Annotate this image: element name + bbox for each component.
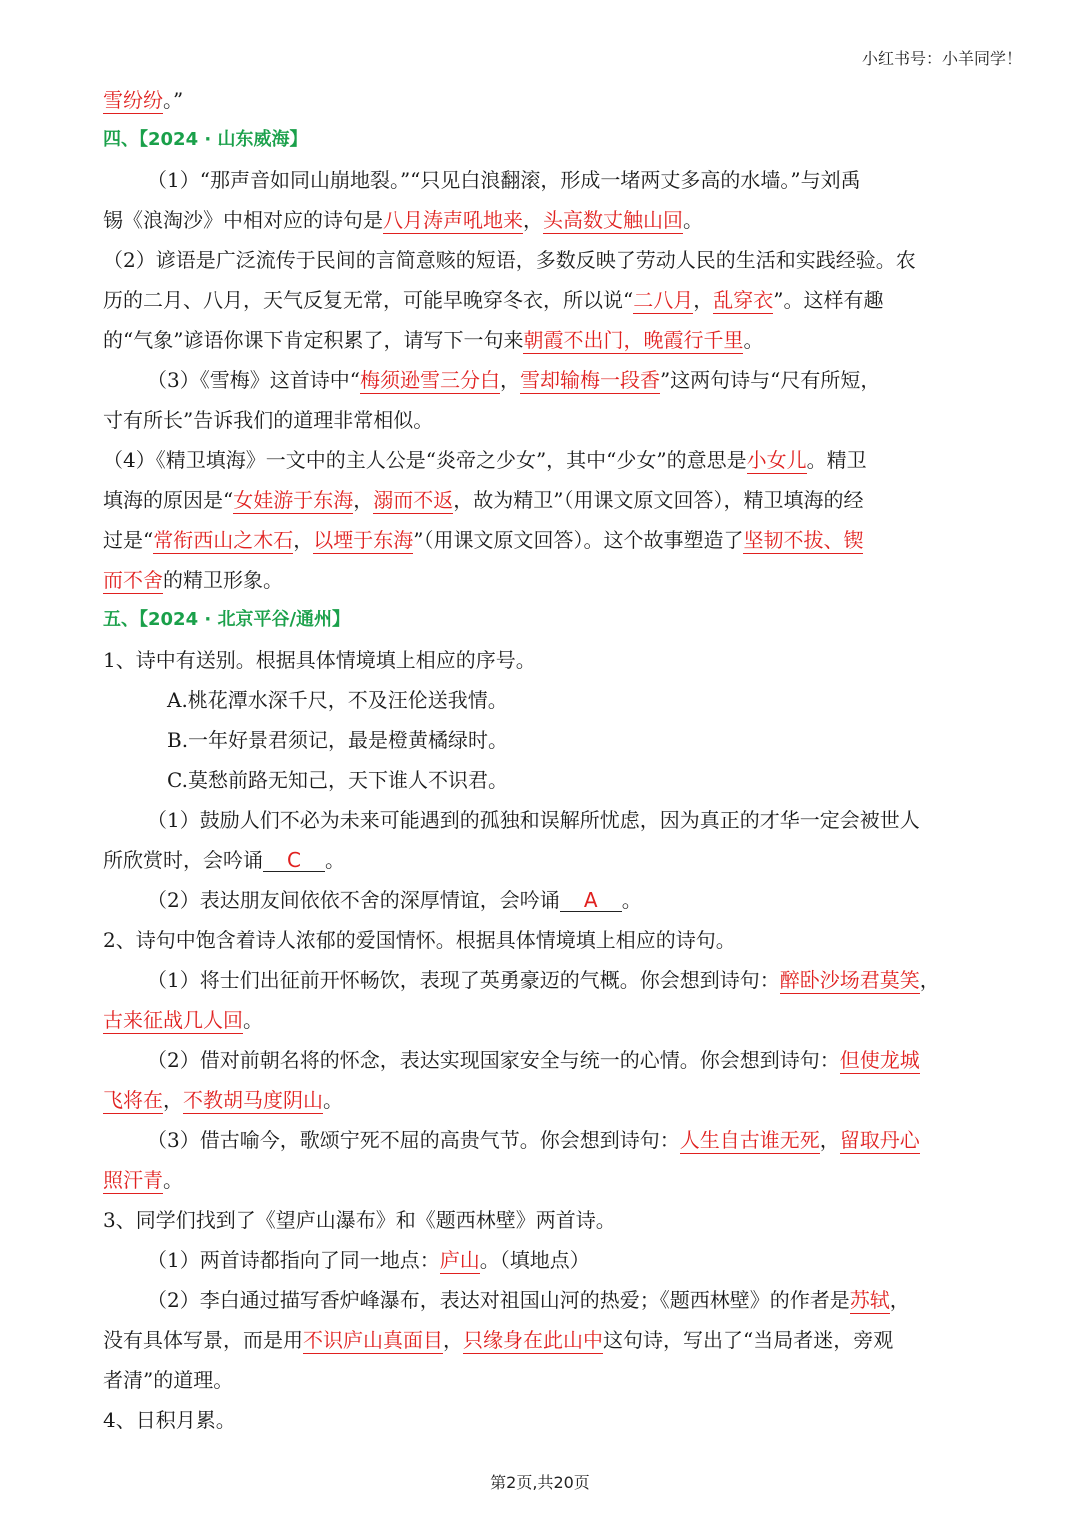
text: 。 bbox=[163, 1168, 183, 1192]
answer-text: 头高数丈触山回 bbox=[543, 208, 683, 232]
question-text bbox=[103, 520, 979, 560]
question-text bbox=[103, 360, 979, 400]
text: （1）两首诗都指向了同一地点： bbox=[147, 1248, 440, 1272]
answer-text: 雪纷纷 bbox=[103, 88, 163, 112]
text: ”（用课文原文回答）。这个故事塑造了 bbox=[413, 528, 744, 552]
watermark: 小红书号：小羊同学！ bbox=[861, 49, 1022, 68]
answer-text: 留取丹心 bbox=[839, 1128, 920, 1152]
text: ， bbox=[293, 528, 314, 552]
answer-text: 只缘身在此山中 bbox=[463, 1328, 603, 1352]
answer-text: 雪却输梅一段香 bbox=[519, 368, 660, 392]
text: （1）将士们出征前开怀畅饮，表现了英勇豪迈的气概。你会想到诗句： bbox=[147, 968, 780, 992]
answer-text: 但使龙城 bbox=[839, 1048, 920, 1072]
question-text bbox=[103, 1040, 979, 1080]
section-heading-4: 四、【2024 · 山东威海】 bbox=[103, 129, 308, 150]
text: 过是“ bbox=[103, 528, 154, 552]
option-c: C.莫愁前路无知己，天下谁人不识君。 bbox=[167, 768, 508, 792]
page-footer: 第2页,共20页 bbox=[490, 1473, 590, 1492]
text: ， bbox=[443, 1328, 463, 1352]
option-b: B.一年好景君须记，最是橙黄橘绿时。 bbox=[167, 728, 509, 752]
question-text bbox=[103, 1120, 979, 1160]
text: 。（填地点） bbox=[479, 1248, 590, 1272]
answer-text: 醉卧沙场君莫笑 bbox=[779, 968, 920, 992]
answer-blank: A bbox=[560, 889, 622, 912]
text: 这句诗，写出了“当局者迷，旁观 bbox=[603, 1328, 894, 1352]
question-text bbox=[103, 560, 979, 600]
question-text bbox=[103, 1160, 979, 1200]
question-text bbox=[103, 480, 979, 520]
question-text bbox=[103, 1000, 979, 1040]
text: ， bbox=[499, 368, 520, 392]
text: ， bbox=[889, 1288, 910, 1312]
text: ”这两句诗与“尺有所短， bbox=[659, 368, 881, 392]
text: 。 bbox=[243, 1008, 263, 1032]
answer-text: 梅须逊雪三分白 bbox=[359, 368, 500, 392]
text: ， bbox=[819, 1128, 840, 1152]
option-a: A.桃花潭水深千尺，不及汪伦送我情。 bbox=[167, 688, 508, 712]
text: 历的二月、八月，天气反复无常，可能早晚穿冬衣，所以说“ bbox=[103, 288, 634, 312]
text: 。 bbox=[323, 1088, 343, 1112]
question-text: 寸有所长”告诉我们的道理非常相似。 bbox=[103, 408, 434, 432]
question-title: 2、诗句中饱含着诗人浓郁的爱国情怀。根据具体情境填上相应的诗句。 bbox=[103, 928, 736, 952]
answer-text: 乱穿衣 bbox=[713, 288, 774, 312]
text: ， bbox=[163, 1088, 183, 1112]
section-heading-5: 五、【2024 · 北京平谷/通州】 bbox=[103, 609, 351, 630]
answer-text: 而不舍 bbox=[103, 568, 163, 592]
question-text bbox=[103, 960, 979, 1000]
answer-text: 小女儿 bbox=[746, 448, 807, 472]
question-text bbox=[103, 320, 979, 360]
answer-text: 朝霞不出门，晚霞行千里 bbox=[523, 328, 744, 352]
question-text bbox=[103, 200, 979, 240]
answer-text: 女娃游于东海 bbox=[233, 488, 354, 512]
text: 。 bbox=[621, 888, 642, 912]
text: 。精卫 bbox=[806, 448, 867, 472]
question-text bbox=[103, 1080, 979, 1120]
text: ”。这样有趣 bbox=[773, 288, 884, 312]
question-text bbox=[103, 280, 979, 320]
text: 。 bbox=[743, 328, 764, 352]
text: 的精卫形象。 bbox=[163, 568, 283, 592]
text: （4）《精卫填海》一文中的主人公是“炎帝之少女”，其中“少女”的意思是 bbox=[103, 448, 747, 472]
question-text bbox=[103, 840, 979, 880]
answer-text: 庐山 bbox=[439, 1248, 480, 1272]
text: （2）借对前朝名将的怀念，表达实现国家安全与统一的心情。你会想到诗句： bbox=[147, 1048, 840, 1072]
text: ， bbox=[919, 968, 940, 992]
continuation-line bbox=[103, 80, 979, 120]
text: 。” bbox=[163, 88, 184, 112]
answer-text: 照汗青 bbox=[103, 1168, 163, 1192]
answer-text: 二八月 bbox=[633, 288, 694, 312]
answer-text: 不识庐山真面目 bbox=[303, 1328, 443, 1352]
answer-text: 以堙于东海 bbox=[313, 528, 414, 552]
answer-text: 飞将在 bbox=[103, 1088, 163, 1112]
answer-text: 不教胡马度阴山 bbox=[183, 1088, 323, 1112]
question-text bbox=[103, 1320, 979, 1360]
text: 没有具体写景，而是用 bbox=[103, 1328, 303, 1352]
text: （2）李白通过描写香炉峰瀑布，表达对祖国山河的热爱；《题西林壁》的作者是 bbox=[147, 1288, 850, 1312]
question-text bbox=[103, 440, 979, 480]
question-text bbox=[103, 1280, 979, 1320]
answer-text: 常衔西山之木石 bbox=[153, 528, 294, 552]
answer-text: 坚韧不拔、锲 bbox=[743, 528, 864, 552]
text: 锡《浪淘沙》中相对应的诗句是 bbox=[103, 208, 383, 232]
text: 所欣赏时，会吟诵 bbox=[103, 848, 263, 872]
question-text: （1）“那声音如同山崩地裂。”“只见白浪翻滚，形成一堵两丈多高的水墙。”与刘禹 bbox=[147, 168, 861, 192]
question-title: 1、诗中有送别。根据具体情境填上相应的序号。 bbox=[103, 648, 536, 672]
question-text: 者清”的道理。 bbox=[103, 1368, 234, 1392]
text: 的“气象”谚语你课下肯定积累了，请写下一句来 bbox=[103, 328, 524, 352]
question-title: 4、日积月累。 bbox=[103, 1408, 236, 1432]
answer-text: 八月涛声吼地来 bbox=[383, 208, 523, 232]
text: ， bbox=[693, 288, 714, 312]
text: （3）借古喻今，歌颂宁死不屈的高贵气节。你会想到诗句： bbox=[147, 1128, 680, 1152]
document-page bbox=[103, 80, 979, 1440]
text: ， bbox=[353, 488, 374, 512]
text: ， bbox=[523, 208, 543, 232]
question-text: （1）鼓励人们不必为未来可能遇到的孤独和误解所忧虑，因为真正的才华一定会被世人 bbox=[147, 808, 920, 832]
text: 。 bbox=[325, 848, 345, 872]
text: 填海的原因是“ bbox=[103, 488, 234, 512]
answer-text: 人生自古谁无死 bbox=[679, 1128, 820, 1152]
answer-text: 苏轼 bbox=[849, 1288, 890, 1312]
question-text bbox=[103, 880, 979, 920]
answer-text: 古来征战几人回 bbox=[103, 1008, 243, 1032]
answer-text: 溺而不返 bbox=[373, 488, 454, 512]
text: （3）《雪梅》这首诗中“ bbox=[147, 368, 360, 392]
text: 。 bbox=[683, 208, 703, 232]
question-title: 3、同学们找到了《望庐山瀑布》和《题西林壁》两首诗。 bbox=[103, 1208, 616, 1232]
text: （2）表达朋友间依依不舍的深厚情谊，会吟诵 bbox=[147, 888, 560, 912]
answer-blank: C bbox=[263, 849, 325, 872]
text: ，故为精卫”（用课文原文回答），精卫填海的经 bbox=[453, 488, 864, 512]
question-text: （2）谚语是广泛流传于民间的言简意赅的短语，多数反映了劳动人民的生活和实践经验。农 bbox=[103, 248, 916, 272]
question-text bbox=[103, 1240, 979, 1280]
